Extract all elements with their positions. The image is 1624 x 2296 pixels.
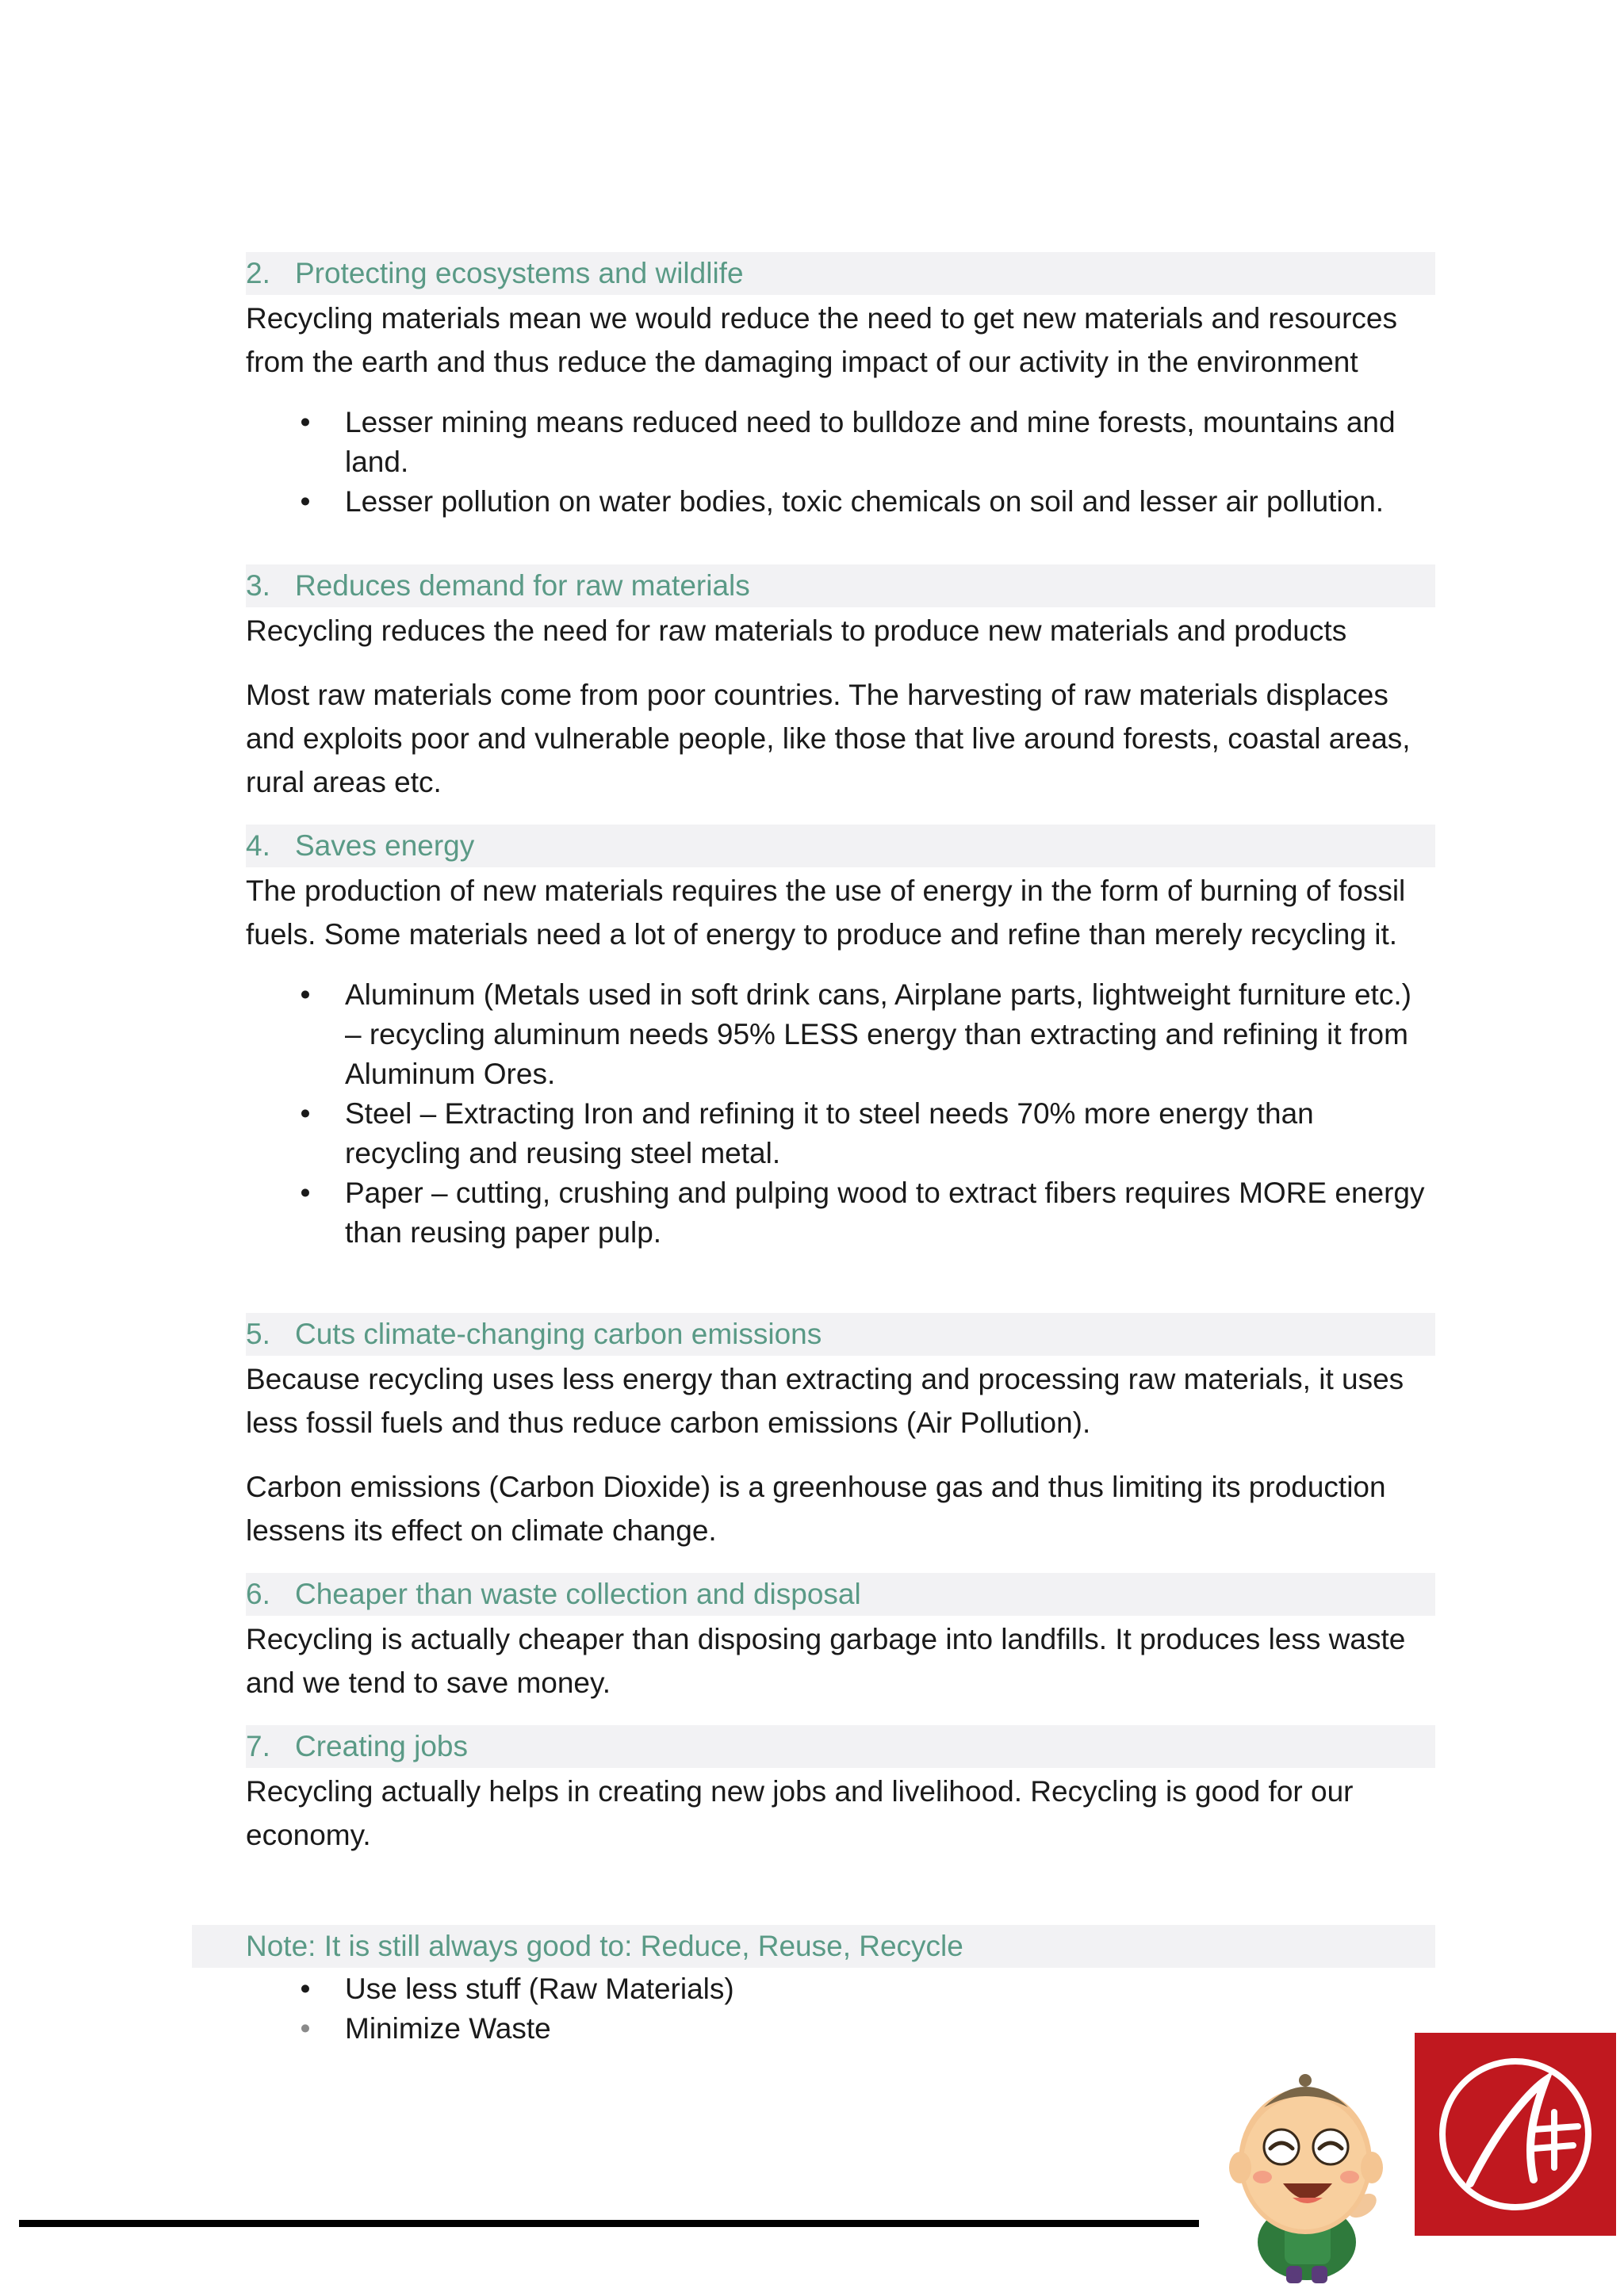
section-title: Protecting ecosystems and wildlife — [295, 257, 744, 289]
section-title: Cheaper than waste collection and disposal — [295, 1578, 861, 1610]
section-paragraph: Recycling is actually cheaper than disposing garbage into landfills. It produces less waste and we tend to save money. — [246, 1623, 1406, 1699]
list-item: • Steel – Extracting Iron and refining it to steel needs 70% more energy than recycling and reusing steel metal. — [246, 1094, 1435, 1173]
list-item: • Aluminum (Metals used in soft drink cans, Airplane parts, lightweight furniture etc.) – recycling aluminum needs 95% LESS energy than extracting and refining it from Aluminum Ores. — [246, 975, 1435, 1094]
bullet-dot-icon: • — [300, 1973, 311, 2005]
section-paragraph: Recycling reduces the need for raw materials to produce new materials and products — [246, 614, 1347, 647]
section-number: 7. — [246, 1730, 270, 1762]
bullet-list — [246, 975, 1435, 1253]
section-heading — [246, 564, 1435, 607]
section-number: 3. — [246, 569, 270, 602]
section-number: 6. — [246, 1578, 270, 1610]
document-content — [246, 252, 1435, 1857]
section-number: 5. — [246, 1318, 270, 1350]
section-creating-jobs — [246, 1725, 1435, 1857]
list-item: • Paper – cutting, crushing and pulping wood to extract fibers requires MORE energy than reusing paper pulp. — [246, 1173, 1435, 1253]
section-paragraph: Most raw materials come from poor countries. The harvesting of raw materials displaces and exploits poor and vulnerable people, like those that live around forests, coastal areas, rural areas etc. — [246, 679, 1411, 798]
section-title: Creating jobs — [295, 1730, 469, 1762]
note-bullet-list — [246, 1969, 1356, 2049]
section-heading — [246, 1313, 1435, 1356]
section-protecting-ecosystems — [246, 252, 1435, 522]
section-heading — [246, 252, 1435, 295]
section-number: 4. — [246, 829, 270, 862]
section-cheaper-disposal — [246, 1573, 1435, 1705]
section-title: Saves energy — [295, 829, 475, 862]
list-item: • Minimize Waste — [246, 2009, 1356, 2049]
section-title: Reduces demand for raw materials — [295, 569, 750, 602]
cartoon-mascot-icon — [1221, 2058, 1396, 2288]
bullet-dot-icon: • — [300, 1097, 311, 1130]
section-paragraph: Recycling actually helps in creating new jobs and livelihood. Recycling is good for our economy. — [246, 1775, 1354, 1851]
section-heading — [246, 825, 1435, 867]
section-heading — [246, 1725, 1435, 1768]
section-saves-energy — [246, 825, 1435, 1253]
list-item: • Lesser mining means reduced need to bulldoze and mine forests, mountains and land. — [246, 403, 1435, 482]
section-reduces-demand — [246, 564, 1435, 804]
bullet-dot-icon: • — [300, 2012, 311, 2045]
bullet-dot-icon: • — [300, 485, 311, 518]
section-paragraph: Because recycling uses less energy than extracting and processing raw materials, it uses less fossil fuels and thus reduce carbon emissions (Air Pollution). — [246, 1363, 1404, 1439]
section-cuts-emissions — [246, 1313, 1435, 1552]
footer-rule — [19, 2220, 1199, 2227]
brand-logo — [1415, 2033, 1616, 2236]
list-item: • Use less stuff (Raw Materials) — [246, 1969, 1356, 2009]
section-number: 2. — [246, 257, 270, 289]
bullet-list — [246, 403, 1435, 522]
brand-logo-icon — [1415, 2033, 1616, 2236]
list-item: • Lesser pollution on water bodies, toxic chemicals on soil and lesser air pollution. — [246, 482, 1435, 522]
bullet-dot-icon: • — [300, 978, 311, 1011]
section-heading — [246, 1573, 1435, 1616]
section-paragraph: Recycling materials mean we would reduce the need to get new materials and resources from the earth and thus reduce the damaging impact of our activity in the environment — [246, 302, 1397, 378]
section-paragraph: The production of new materials requires the use of energy in the form of burning of fossil fuels. Some materials need a lot of energy to produce and refine than merely recycling it. — [246, 874, 1406, 951]
section-paragraph: Carbon emissions (Carbon Dioxide) is a greenhouse gas and thus limiting its production lessens its effect on climate change. — [246, 1471, 1386, 1547]
bullet-dot-icon: • — [300, 1177, 311, 1209]
bullet-dot-icon: • — [300, 406, 311, 438]
section-title: Cuts climate-changing carbon emissions — [295, 1318, 822, 1350]
note-heading: Note: It is still always good to: Reduce, Reuse, Recycle — [192, 1925, 1435, 1968]
